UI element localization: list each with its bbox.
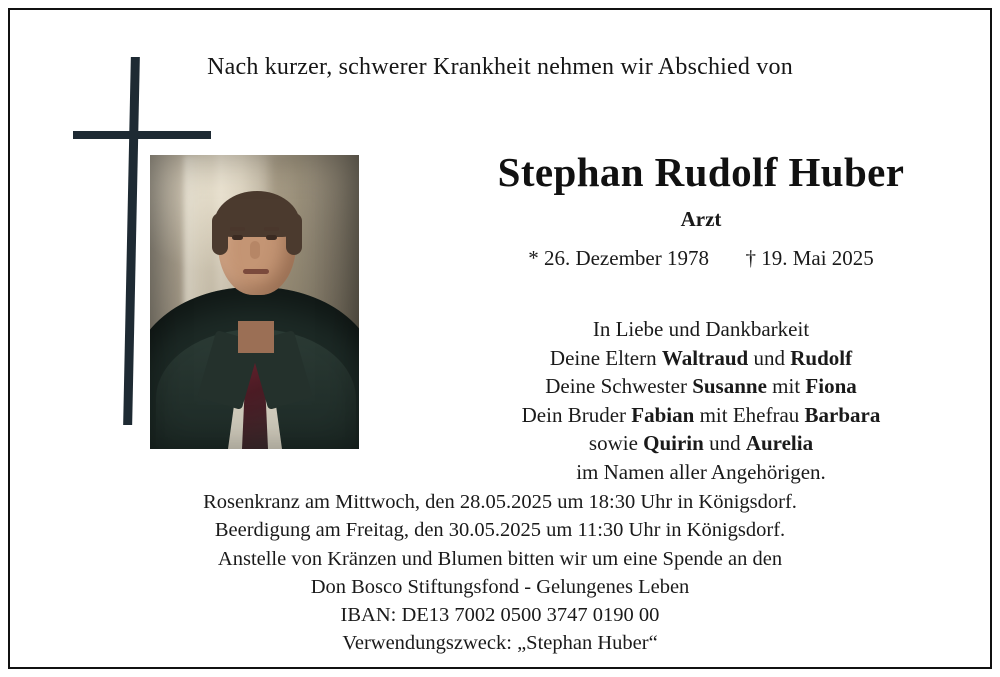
family-line-6: im Namen aller Angehörigen. (576, 459, 826, 484)
headline-text: Nach kurzer, schwerer Krankheit nehmen wir Abschied von (207, 54, 793, 80)
deceased-dates (402, 246, 1000, 271)
deceased-name: Stephan Rudolf Huber (497, 149, 905, 195)
family-line-5-name-1: Quirin (643, 431, 704, 456)
family-line-3-mid: mit (766, 374, 806, 399)
family-line-2-name-1: Waltraud (661, 345, 749, 370)
family-line-5 (402, 429, 1000, 458)
deceased-block (402, 150, 1000, 271)
family-line-2-pre: Deine Eltern (549, 345, 662, 370)
family-line-2-mid: und (748, 345, 791, 370)
service-details-block (10, 488, 990, 658)
family-block (402, 315, 1000, 486)
birth-date: * 26. Dezember 1978 (528, 246, 709, 271)
payment-reference-line: Verwendungszweck: „Stephan Huber“ (342, 632, 658, 655)
family-line-5-name-2: Aurelia (745, 431, 814, 456)
family-line-2 (402, 344, 1000, 373)
notice-content (10, 10, 990, 667)
family-line-3-name-2: Fiona (805, 374, 857, 399)
family-line-4-mid: mit Ehefrau (694, 402, 805, 427)
cross-vertical-bar (123, 57, 140, 425)
family-line-2-name-2: Rudolf (790, 345, 853, 370)
family-line-1: In Liebe und Dankbarkeit (592, 317, 810, 341)
family-line-3 (402, 372, 1000, 401)
cross-horizontal-bar (73, 131, 211, 139)
rosary-line: Rosenkranz am Mittwoch, den 28.05.2025 um 18:30 Uhr in Königsdorf. (203, 491, 797, 513)
death-date: † 19. Mai 2025 (745, 246, 874, 271)
donation-recipient-line: Don Bosco Stiftungsfond - Gelungenes Leben (310, 575, 690, 598)
portrait-vignette (150, 155, 359, 449)
donation-request-line: Anstelle von Kränzen und Blumen bitten wir um eine Spende an den (217, 547, 783, 570)
family-line-5-mid: und (703, 431, 746, 456)
iban-line: IBAN: DE13 7002 0500 3747 0190 00 (340, 604, 660, 627)
family-line-4-pre: Dein Bruder (521, 402, 632, 427)
family-line-3-name-1: Susanne (692, 374, 767, 399)
family-line-3-pre: Deine Schwester (545, 374, 693, 399)
deceased-profession: Arzt (680, 207, 722, 232)
family-line-4 (402, 401, 1000, 430)
portrait-photo (150, 155, 359, 449)
funeral-line: Beerdigung am Freitag, den 30.05.2025 um 11:30 Uhr in Königsdorf. (214, 519, 786, 542)
family-line-5-pre: sowie (588, 431, 644, 456)
family-line-4-name-1: Fabian (631, 402, 695, 427)
family-line-4-name-2: Barbara (804, 402, 881, 427)
